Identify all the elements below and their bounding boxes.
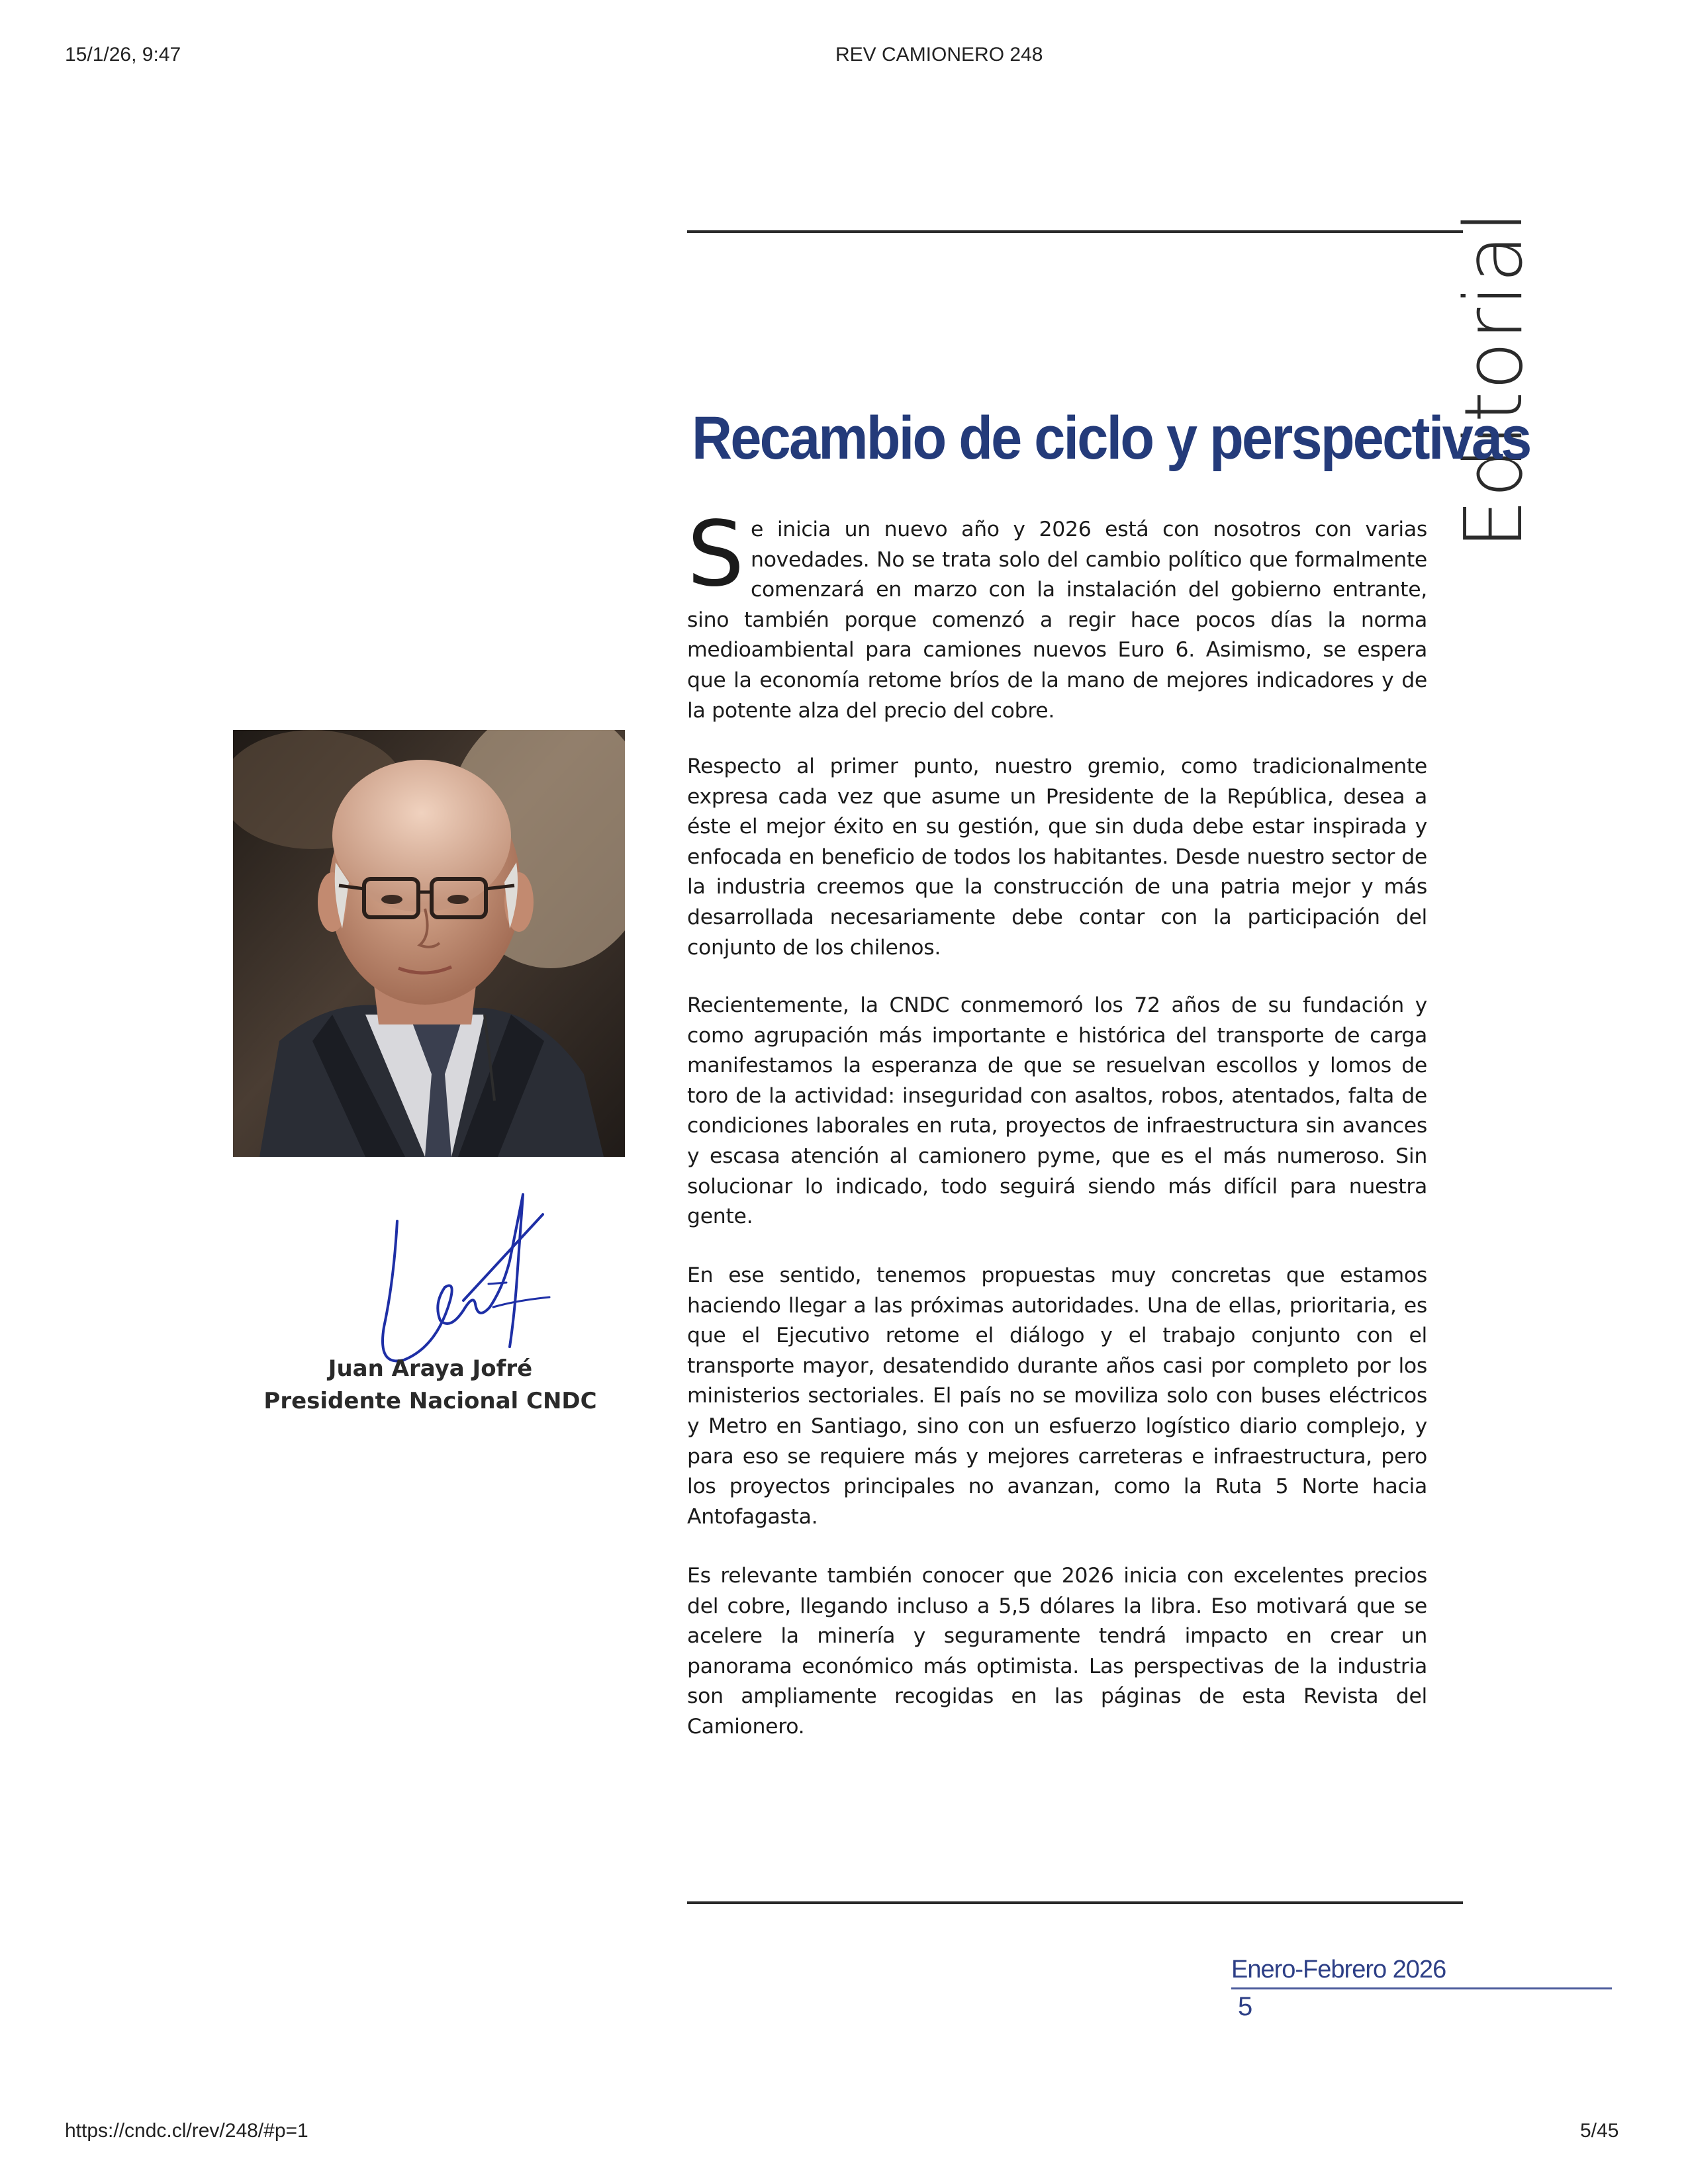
paragraph-5: Es relevante también conocer que 2026 inicia con excelentes precios del cobre, llegando incluso a 5,5 dólares la libra. Eso motivará que se acelere la minería y seguramente tendrá impacto en crear un panorama económico más optimista. Las perspectivas de la industria son ampliamente recogidas en las páginas de esta Revista del Camionero. [687,1564,1427,1739]
issue-underline [1231,1987,1612,1989]
author-role: Presidente Nacional CNDC [263,1388,597,1414]
paragraph-1-text: e inicia un nuevo año y 2026 está con nosotros con varias novedades. No se trata solo del cambio político que formalmente comenzará en marzo con la instalación del gobierno entrante, sino también porque comenzó a regir hace pocos días la norma medioambiental para camiones nuevos Euro 6. Asimismo, se espera que la economía retome bríos de la mano de mejores indicadores y de la potente alza del precio del cobre. [687,518,1427,723]
section-label: Editorial [1448,209,1540,549]
print-timestamp: 15/1/26, 9:47 [65,44,181,66]
author-name: Juan Araya Jofré [328,1355,533,1382]
print-page-title: REV CAMIONERO 248 [835,44,1043,66]
article-title: Recambio de ciclo y perspectivas [692,404,1530,472]
paragraph-4: En ese sentido, tenemos propuestas muy concretas que estamos haciendo llegar a las próximas autoridades. Una de ellas, prioritaria, es que el Ejecutivo retome el diálogo y el trabajo conjunto con el transporte mayor, desatendido durante años casi por completo por los ministerios sectoriales. El país no se moviliza solo con buses eléctricos y Metro en Santiago, sino con un esfuerzo logístico diario complejo, y para eso se requiere más y mejores carreteras e infraestructura, pero los proyectos principales no avanzan, como la Ruta 5 Norte hacia Antofagasta. [687,1263,1427,1529]
drop-cap: S [687,502,745,607]
paragraph-1 [687,502,1427,726]
issue-date: Enero-Febrero 2026 [1231,1956,1446,1983]
print-url[interactable]: https://cndc.cl/rev/248/#p=1 [65,2120,308,2142]
bottom-rule [687,1901,1463,1904]
print-page-counter: 5/45 [1580,2120,1619,2142]
page-number: 5 [1238,1992,1253,2021]
paragraph-2: Respecto al primer punto, nuestro gremio, como tradicionalmente expresa cada vez que asume un Presidente de la República, desea a éste el mejor éxito en su gestión, que sin duda debe estar inspirada y enfocada en beneficio de todos los habitantes. Desde nuestro sector de la industria creemos que la construcción de una patria mejor y más desarrollada necesariamente debe contar con la participación del conjunto de los chilenos. [687,754,1427,960]
paragraph-3: Recientemente, la CNDC conmemoró los 72 años de su fundación y como agrupación más importante e histórica del transporte de carga manifestamos la esperanza de que se resuelvan escollos y lomos de toro de la actividad: inseguridad con asaltos, robos, atentados, falta de condiciones laborales en ruta, proyectos de infraestructura sin avances y escasa atención al camionero pyme, que es el más numeroso. Sin solucionar lo indicado, todo seguirá siendo más difícil para nuestra gente. [687,993,1427,1229]
top-rule [687,230,1463,233]
author-photo [233,730,625,1157]
